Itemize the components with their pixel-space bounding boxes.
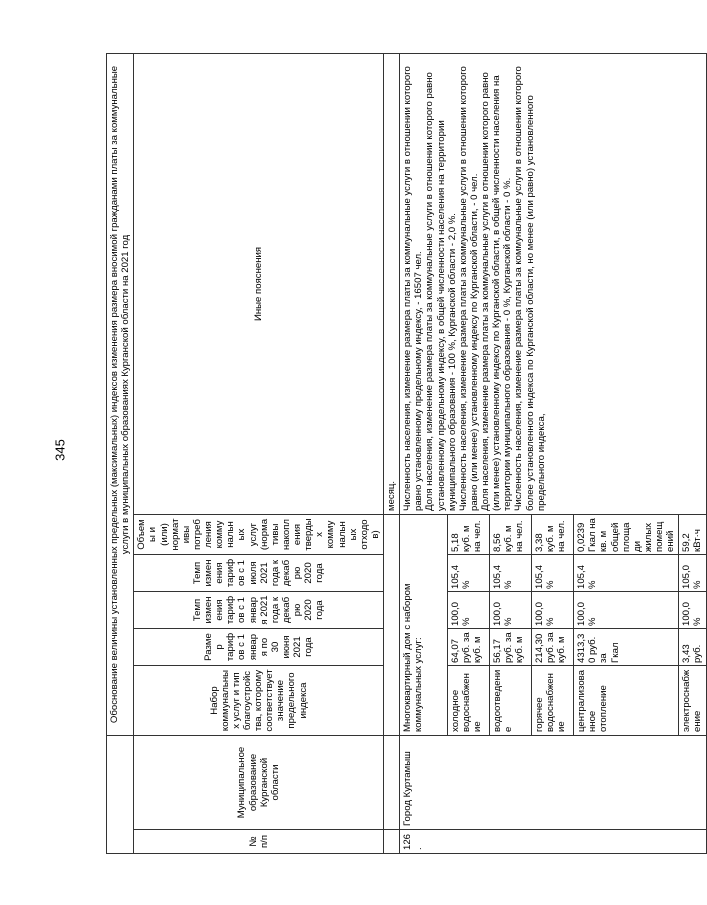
service-volume: 0,0239 Гкал на кв. м общей площади жилых помещений xyxy=(574,515,679,555)
service-name: водоотведение xyxy=(490,666,532,736)
housing-type: Многоквартирный дом с набором коммунальных услуг: xyxy=(400,515,448,736)
tariff-index-table xyxy=(106,53,707,854)
carry-row-notes: месяц. xyxy=(384,53,400,514)
service-volume: 3,38 куб. м на чел. xyxy=(532,515,574,555)
header-tariff: Размер тарифов с 1 января по 30 июня 2021 года xyxy=(134,629,384,666)
service-tariff: 64,07 руб. за куб. м xyxy=(448,629,490,666)
service-tariff: 3,43 руб. xyxy=(679,629,706,666)
service-volume: 8,56 куб. м на чел. xyxy=(490,515,532,555)
service-rate-january: 100,0 % xyxy=(532,592,574,629)
service-volume: 59,2 кВт·ч xyxy=(679,515,706,555)
service-tariff: 56,17 руб. за куб. м xyxy=(490,629,532,666)
header-rate-july: Темп изменения тарифов с 1 июля 2021 года к декабрю 2020 года xyxy=(134,555,384,592)
service-name: холодное водоснабжение xyxy=(448,666,490,736)
service-tariff: 4313,30 руб. за Гкал xyxy=(574,629,679,666)
service-name: электроснабжение xyxy=(679,666,706,736)
service-rate-january: 100,0 % xyxy=(490,592,532,629)
service-rate-july: 105,4 % xyxy=(574,555,679,592)
carry-row-cell xyxy=(384,515,400,736)
header-notes: Иные пояснения xyxy=(134,53,384,514)
service-rate-july: 105,4 % xyxy=(448,555,490,592)
carry-row-cell xyxy=(384,830,400,854)
entry-number: 126. xyxy=(400,830,706,854)
carry-row-cell xyxy=(384,736,400,830)
service-rate-july: 105,4 % xyxy=(532,555,574,592)
entry-notes: Численность населения, изменение размера платы за коммунальные услуги в отношении которого равно установленному предельному индексу, - 16507 чел. Доля населения, изменение размера платы за коммунальные услуги в отношении которого равно установленному предельному индексу, в общей численности населения на территории муниципального образования - 100 %, Курганской области - 2,0 %. Численность населения, изменение размера платы за коммунальные услуги в отношении которого равно (или менее) установленному индексу по Курганской области, - 0 чел. Доля населения, изменение размера платы за коммунальные услуги в отношении которого равно (или менее) установленному индексу по Курганской области, в общей численности населения на территории муниципального образования - 0 %, Курганской области - 0 %. Численность населения, изменение размера платы за коммунальные услуги в отношении которого более установленного индекса по Курганской области, но менее (или равно) установленного предельного индекса, xyxy=(400,53,706,514)
entry-municipality: Город Куртамыш xyxy=(400,736,706,830)
service-volume: 5,18 куб. м на чел. xyxy=(448,515,490,555)
header-municipality: Муниципальное образование Курганской области xyxy=(134,736,384,830)
service-tariff: 214,30 руб. за куб. м xyxy=(532,629,574,666)
service-rate-january: 100,0 % xyxy=(574,592,679,629)
rotated-table-wrapper xyxy=(106,54,704,854)
header-rate-january: Темп изменения тарифов с 1 января 2021 года к декабрю 2020 года xyxy=(134,592,384,629)
service-name: централизованное отопление xyxy=(574,666,679,736)
header-number: № п/п xyxy=(134,830,384,854)
service-rate-july: 105,0 % xyxy=(679,555,706,592)
service-rate-january: 100,0 % xyxy=(448,592,490,629)
service-name: горячее водоснабжение xyxy=(532,666,574,736)
header-service-set: Набор коммунальных услуг и тип благоустройства, которому соответствует значение предельного индекса xyxy=(134,666,384,736)
service-rate-july: 105,4 % xyxy=(490,555,532,592)
table-title: Обоснование величины установленных предельных (максимальных) индексов изменения размера вносимой гражданами платы за коммунальные услуги в муниципальных образованиях Курганской области на 2021 год xyxy=(107,53,134,735)
header-cell-num-muni-blank xyxy=(107,736,134,854)
service-rate-january: 100,0 % xyxy=(679,592,706,629)
page-number: 345 xyxy=(52,439,68,461)
header-volume: Объемы и (или) нормативы потребления коммунальных услуг (нормативы накопления твердых коммунальных отходов) xyxy=(134,515,384,555)
